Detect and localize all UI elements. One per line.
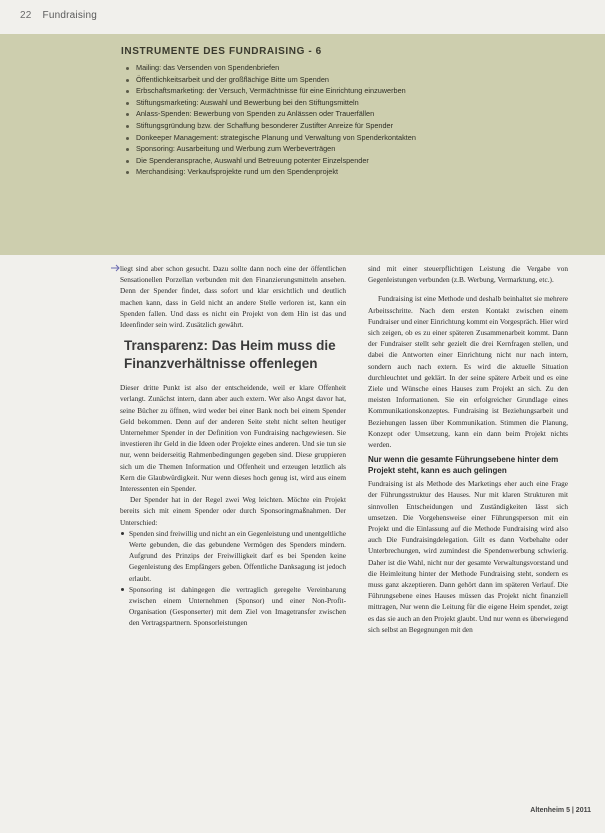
- instruments-box: [0, 34, 605, 255]
- left-column: [120, 263, 346, 629]
- right-paragraph-2: Fundraising ist als Methode des Marketings eher auch eine Frage der Führungsstruktur des Hauses. Nur mit klaren Strukturen mit sinnvollen Entscheidungen und Zuständigkeiten lässt sich umsetzen. Die Vorgehensweise einer Führungsperson mit ein Projekt und die Einlassung auf die Methode Fundraising wird also auch Die Fundraisingdelegation. Gilt es dann Vorbehalte oder Unterbrechungen, wird zumindest die Spendenwerbung schwierig. Daher ist die Wahl, nicht nur der gesamte Verwaltungsvorstand und die Heimleitung hinter der Methode Fundraising steht, sondern es muss ganz akzeptieren. Dann gehört dann im späteren Verlauf. Die Führungsebene eines Hauses müssen das Projekt nicht finanziell mittragen, Nur wenn die Leitung für die eigene Heim spendet, zeigt es das sie auch an den Projekt glaubt. Und nur wenn es überwiegend sich selbst an Begegnungen mit den: [368, 479, 569, 634]
- left-bullet-list: [120, 528, 346, 629]
- list-item: Anlass-Spenden: Bewerbung von Spenden zu Anlässen oder Trauerfällen: [121, 109, 551, 120]
- box-title: INSTRUMENTE DES FUNDRAISING - 6: [121, 46, 322, 57]
- list-item: Stiftungsmarketing: Auswahl und Bewerbung bei den Stiftungsmitteln: [121, 98, 551, 109]
- left-paragraph-2: Der Spender hat in der Regel zwei Weg leichten. Möchte ein Projekt bereits sich mit einem Spender oder durch Sponsoringmaßnahmen. Der Unterschied:: [120, 495, 346, 527]
- page-number: 22: [20, 10, 32, 21]
- right-paragraph-1: Fundraising ist eine Methode und deshalb beinhaltet sie mehrere Arbeitsschritte. Nach dem ersten Kontakt zwischen einem Fundraiser und einer Einrichtung kommt ein Vorgespräch. Hier wird sich zeigen, ob es zu einer späteren Zusammenarbeit kommt. Dann der Fundraiser stellt sehr gezielt die drei Kernfragen stellen, und dabei die Antworten einer Einrichtung nicht nur nach intern, sondern auch nach extern. Es wird die aktuelle Situation durchleuchtet und geklärt. In der seine spätere Arbeit und es eine Ziele und Wünsche eines Hauses zum Projekt an sich. Zu den meisten Informationen. Sie ein erfolgreicher Grundlage eines Kommunikationskonzeptes. Fundraising ist Beziehungsarbeit und Beziehungen lassen über Kommunikation. Stimmen die Planung, Konzept oder Umsetzung, kann ein dann beim Projekt nichts werden.: [368, 294, 568, 450]
- list-item: Spenden sind freiwillig und nicht an ein Gegenleistung und unentgeltliche Werte gebunden, die das gebundene Vermögen des Spenders mindern. Aufgrund des Prinzips der Freiwilligkeit darf es bei Spenden keine Gegenleistung des Empfängers geben. Öffentliche Danksagung ist jedoch erlaubt.: [120, 528, 346, 584]
- section-label: Fundraising: [42, 10, 97, 21]
- right-intro: sind mit einer steuerpflichtigen Leistung die Vergabe von Gegenleistungen verbunden (z.B. Werbung, Vermarktung, etc.).: [368, 264, 568, 285]
- list-item: Die Spenderansprache, Auswahl und Betreuung potenter Einzelspender: [121, 156, 551, 167]
- list-item: Öffentlichkeitsarbeit und der großflächige Bitte um Spenden: [121, 75, 551, 86]
- subheading: Nur wenn die gesamte Führungsebene hinter dem Projekt steht, kann es auch gelingen: [368, 455, 559, 475]
- list-item: Stiftungsgründung bzw. der Schaffung besonderer Zustifter Anreize für Spender: [121, 121, 551, 132]
- page-footer: Altenheim 5 | 2011: [530, 807, 591, 814]
- list-item: Sponsoring: Ausarbeitung und Werbung zum Werbeverträgen: [121, 144, 551, 155]
- right-column: [368, 263, 568, 635]
- list-item: Mailing: das Versenden von Spendenbriefen: [121, 63, 551, 74]
- left-intro: liegt sind aber schon gesucht. Dazu sollte dann noch eine der öffentlichen Sensationellen Porzellan verbunden mit den Finanzierungsmitteln ansehen. Denn der Spender findet, dass sofort und klar ersichtlich und deutlich machen kann, dass in Geld nicht an andere Stelle verloren ist, kann ein Spenden fallen. Und dass es nicht ein Projekt von dem Hin ist das und Ideenfinder sein wird. Zusätzlich gewährt.: [120, 264, 346, 330]
- left-paragraph-1: Dieser dritte Punkt ist also der entscheidende, weil er klare Offenheit verlangt. Zunächst intern, dann aber auch extern. Wer also Angst davor hat, seine Bücher zu öffnen, wird weder bei einer Bank noch bei einem Spender Geld bekommen. Denn auf der anderen Seite steht nicht selten heutiger Unternehmer Spender in der Definition von Fundraising nachgewiesen. Sie investieren ihr Geld in die Ideen oder Projekte eines anderen. Und sie tun sie nur, wenn beiderseitig Rahmenbedingungen gegeben sind. Diese gruppieren sich um die Themen Information und Offenheit und erzeugen letztlich als Kern die Glaubwürdigkeit. Nur wenn dieses hoch genug ist, wird aus einem Interessenten ein Spender.: [120, 383, 346, 494]
- list-item: Donkeeper Management: strategische Planung und Verwaltung von Spenderkontakten: [121, 133, 551, 144]
- list-item: Erbschaftsmarketing: der Versuch, Vermächtnisse für eine Einrichtung einzuwerben: [121, 86, 551, 97]
- article-heading: Transparenz: Das Heim muss die Finanzverhältnisse offenlegen: [124, 338, 336, 372]
- list-item: Merchandising: Verkaufsprojekte rund um den Spendenprojekt: [121, 167, 551, 178]
- list-item: Sponsoring ist dahingegen die vertraglich geregelte Vereinbarung zwischen einem Unternehmen (Sponsor) und einer Non-Profit-Organisation (Gesponserter) mit dem Ziel von Imagetransfer zwischen den Vertragspartnern. Sponsorleistungen: [120, 584, 346, 629]
- page-header: [20, 10, 97, 21]
- instruments-list: [121, 63, 551, 179]
